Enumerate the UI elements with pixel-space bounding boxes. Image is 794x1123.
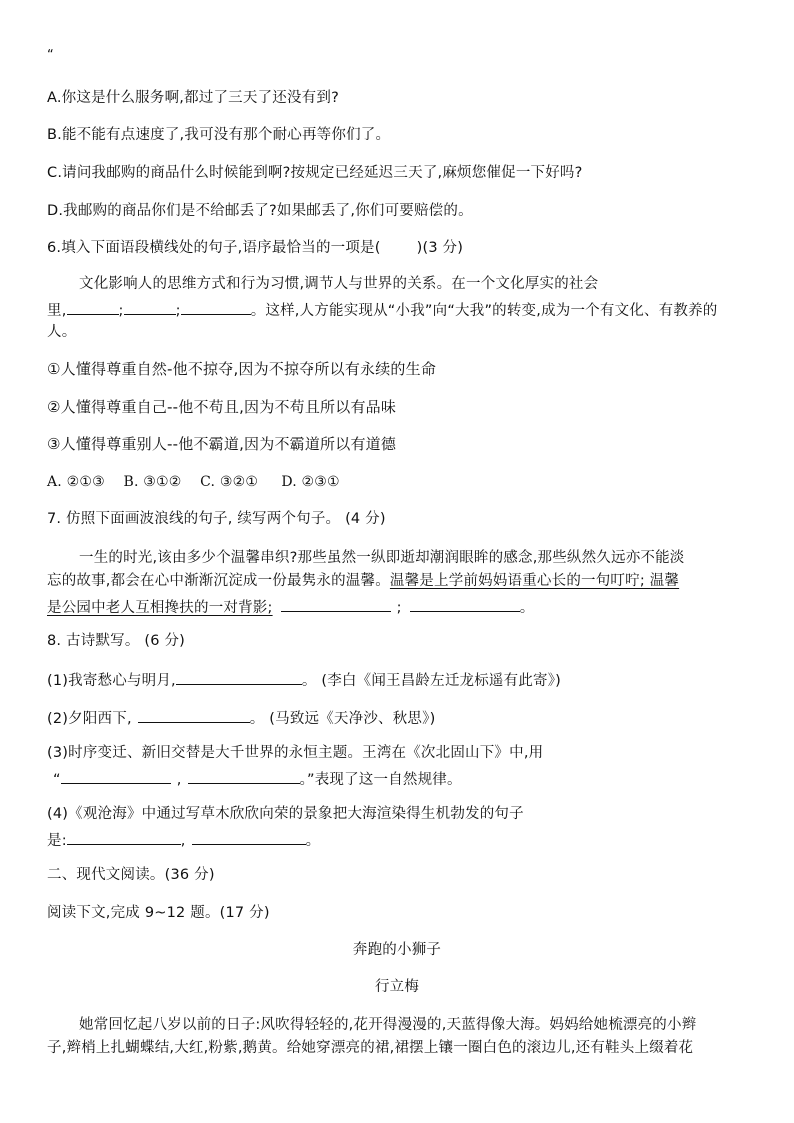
q7-sep: ; [396,600,402,616]
q5-option-c: C.请问我邮购的商品什么时候能到啊?按规定已经延迟三天了,麻烦您催促一下好吗? [47,165,583,181]
q7-line1: 一生的时光,该由多少个温馨串织?那些虽然一纵即逝却潮润眼眸的感念,那些纵然久远亦不能淡 [79,550,685,566]
q8-open-quote: “ [53,772,61,788]
q8-part3-line1: (3)时序变迁、新旧交替是大千世界的永恒主题。王湾在《次北固山下》中,用 [47,745,544,761]
q8-blank-3[interactable] [61,767,171,784]
q8-blank-6[interactable] [192,828,306,845]
fill-blank-3[interactable] [181,298,251,315]
q6-prompt [47,238,463,258]
q6-item-2: ②人懂得尊重自己--他不苟且,因为不苟且所以有品味 [47,398,397,416]
fill-blank-1[interactable] [67,298,119,315]
q8-comma: , [176,772,182,788]
q8-part2-start: (2)夕阳西下, [47,711,132,727]
q6-prompt-text: 6.填入下面语段横线处的句子,语序最恰当的一项是( [47,240,381,256]
q5-option-d: D.我邮购的商品你们是不给邮丢了?如果邮丢了,你们可要赔偿的。 [47,203,473,219]
passage-line2: 子,辫梢上扎蝴蝶结,大红,粉紫,鹅黄。给她穿漂亮的裙,裙摆上镶一圈白色的滚边儿,还有鞋头上缀着花 [47,1040,694,1056]
q8-part1-start: (1)我寄愁心与明月, [47,673,176,689]
q7-wavy-sentence-1: 温馨是上学前妈妈语重心长的一句叮咛; 温馨 [389,573,680,589]
q6-para-start: 里, [47,303,67,319]
q7-blank-2[interactable] [410,595,520,612]
q6-item-1: ①人懂得尊重自然-他不掠夺,因为不掠夺所以有永续的生命 [47,360,437,378]
q7-line2 [47,571,679,591]
passage-line1: 她常回忆起八岁以前的日子:风吹得轻轻的,花开得漫漫的,天蓝得像大海。妈妈给她梳漂亮的小辫 [79,1017,697,1033]
q8-part4-line2 [47,828,320,851]
q8-part1 [47,668,561,691]
section2-heading: 二、现代文阅读。(36 分) [47,867,215,883]
q6-semicolon-2: ; [175,303,181,319]
q8-part2-end: 。 (马致远《天净沙、秋思》) [249,711,436,727]
top-quote-mark: “ [47,48,54,63]
reading-instruction: 阅读下文,完成 9~12 题。(17 分) [47,905,270,921]
q7-line3 [47,595,534,618]
q8-part4-start: 是: [47,833,67,849]
q5-option-a: A.你这是什么服务啊,都过了三天了还没有到? [47,90,339,106]
q8-part4-line1: (4)《观沧海》中通过写草木欣欣向荣的景象把大海渲染得生机勃发的句子 [47,806,524,822]
q6-choices: A. ②①③ B. ③①② C. ③②① D. ②③① [47,474,340,490]
q7-line2-text: 忘的故事,都会在心中渐渐沉淀成一份最隽永的温馨。 [47,573,390,589]
q7-wavy-sentence-2: 是公园中老人互相搀扶的一对背影; [47,600,273,616]
q8-part3-end: 。”表现了这一自然规律。 [299,772,462,788]
q8-part3-line2 [47,767,462,790]
q6-paragraph-line2 [47,298,717,321]
q8-part2 [47,706,435,729]
q5-option-b: B.能不能有点速度了,我可没有那个耐心再等你们了。 [47,127,391,143]
q7-prompt: 7. 仿照下面画波浪线的句子, 续写两个句子。 (4 分) [47,511,386,527]
q6-item-3: ③人懂得尊重别人--他不霸道,因为不霸道所以有道德 [47,435,397,453]
q8-blank-4[interactable] [188,767,300,784]
q7-end: 。 [519,600,535,616]
q6-para-end: 。这样,人方能实现从“小我”向“大我”的转变,成为一个有文化、有教养的 [250,303,718,319]
passage-title: 奔跑的小狮子 [352,942,442,958]
q6-paragraph-line3: 人。 [47,324,77,340]
passage-author: 行立梅 [374,979,420,995]
fill-blank-2[interactable] [124,298,176,315]
q8-part4-comma: , [180,833,186,849]
q8-prompt: 8. 古诗默写。 (6 分) [47,633,186,649]
q8-blank-1[interactable] [176,668,302,685]
q8-part4-end: 。 [305,833,321,849]
q6-paragraph-line1: 文化影响人的思维方式和行为习惯,调节人与世界的关系。在一个文化厚实的社会 [79,276,599,292]
q7-blank-1[interactable] [281,595,391,612]
q8-blank-5[interactable] [67,828,181,845]
q6-score: )(3 分) [416,240,464,256]
q8-part1-end: 。 (李白《闻王昌龄左迁龙标遥有此寄》) [301,673,562,689]
q8-blank-2[interactable] [138,706,250,723]
q6-semicolon-1: ; [118,303,124,319]
